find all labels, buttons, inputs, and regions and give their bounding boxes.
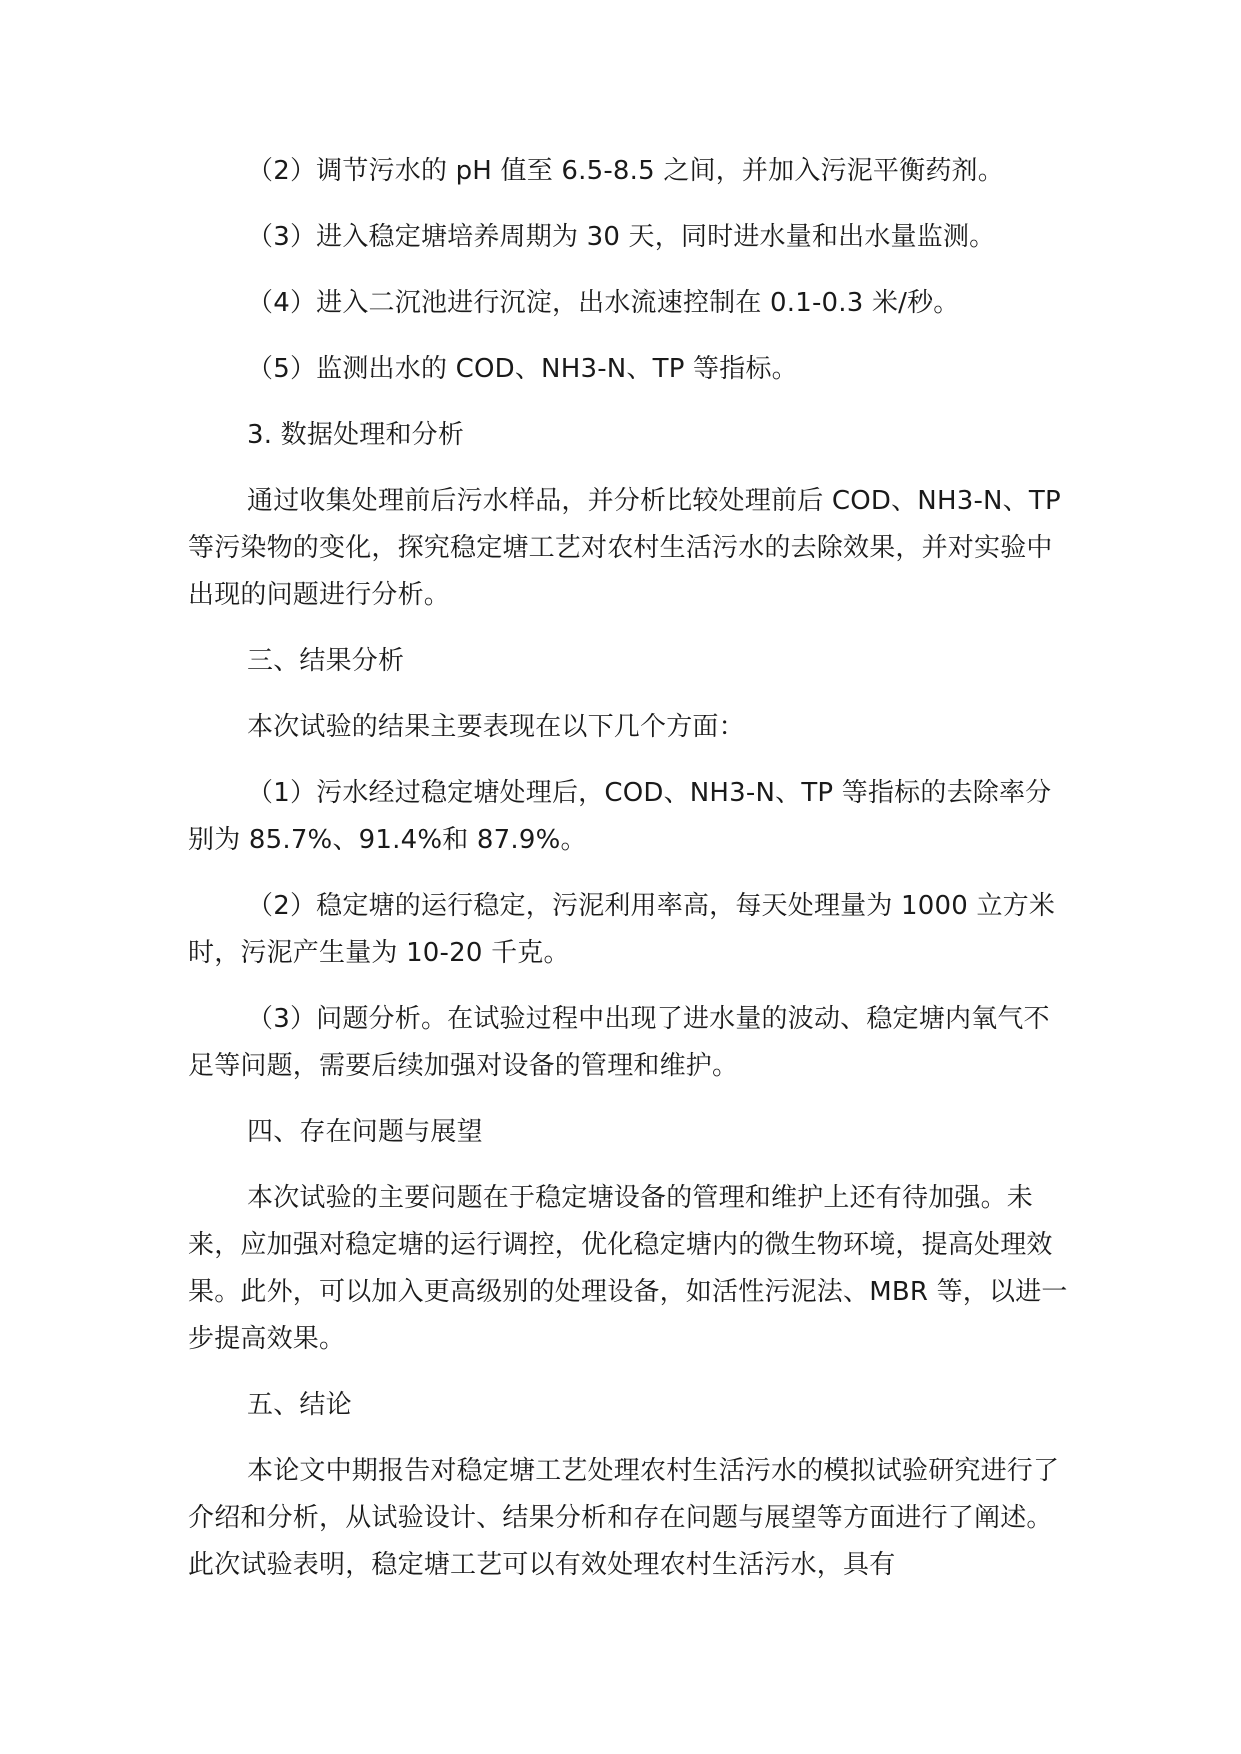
section-heading-conclusion: 五、结论 — [247, 1390, 352, 1420]
results-intro-paragraph: 本次试验的结果主要表现在以下几个方面： — [247, 712, 745, 742]
result-3-paragraph: （3）问题分析。在试验过程中出现了进水量的波动、稳定塘内氧气不足等问题，需要后续加强对设备的管理和维护。 — [188, 1004, 1050, 1081]
section-heading-data-processing: 3. 数据处理和分析 — [247, 420, 465, 450]
problems-paragraph: 本次试验的主要问题在于稳定塘设备的管理和维护上还有待加强。未来，应加强对稳定塘的运行调控，优化稳定塘内的微生物环境，提高处理效果。此外，可以加入更高级别的处理设备，如活性污泥法、MBR 等，以进一步提高效果。 — [188, 1183, 1068, 1354]
conclusion-paragraph: 本论文中期报告对稳定塘工艺处理农村生活污水的模拟试验研究进行了介绍和分析，从试验设计、结果分析和存在问题与展望等方面进行了阐述。此次试验表明，稳定塘工艺可以有效处理农村生活污水，具有 — [188, 1456, 1060, 1580]
step-5-paragraph: （5）监测出水的 COD、NH3-N、TP 等指标。 — [247, 354, 798, 384]
step-2-paragraph: （2）调节污水的 pH 值至 6.5-8.5 之间，并加入污泥平衡药剂。 — [247, 156, 1004, 186]
step-3-paragraph: （3）进入稳定塘培养周期为 30 天，同时进水量和出水量监测。 — [247, 222, 996, 252]
result-1-paragraph: （1）污水经过稳定塘处理后，COD、NH3-N、TP 等指标的去除率分别为 85.7%、91.4%和 87.9%。 — [188, 778, 1052, 855]
document-body — [188, 148, 1068, 1608]
section-heading-results: 三、结果分析 — [247, 646, 405, 676]
step-4-paragraph: （4）进入二沉池进行沉淀，出水流速控制在 0.1-0.3 米/秒。 — [247, 288, 960, 318]
result-2-paragraph: （2）稳定塘的运行稳定，污泥利用率高，每天处理量为 1000 立方米时，污泥产生量为 10-20 千克。 — [188, 891, 1056, 968]
data-processing-paragraph: 通过收集处理前后污水样品，并分析比较处理前后 COD、NH3-N、TP 等污染物的变化，探究稳定塘工艺对农村生活污水的去除效果，并对实验中出现的问题进行分析。 — [188, 486, 1061, 610]
section-heading-problems: 四、存在问题与展望 — [247, 1117, 483, 1147]
